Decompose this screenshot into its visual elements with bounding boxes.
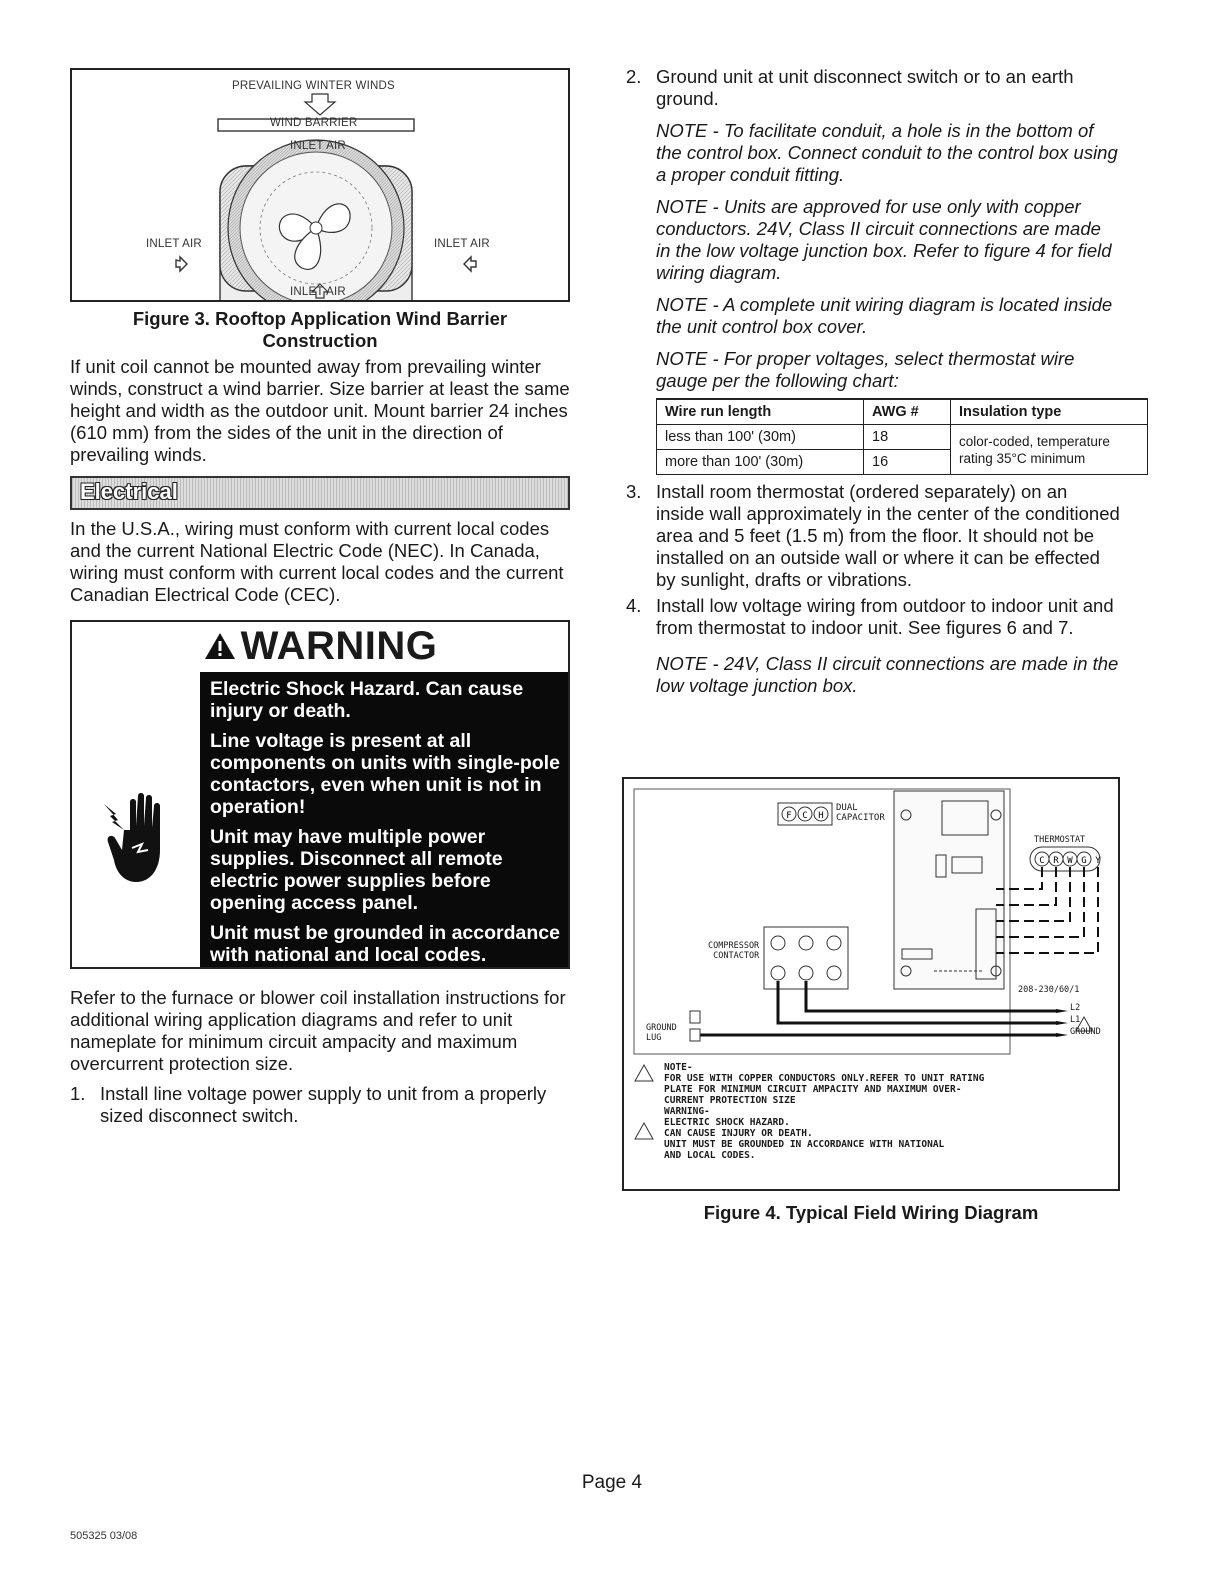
step-3-text: Install room thermostat (ordered separately) on an inside wall approximately in the center of the conditioned area and 5 feet (1.5 m) from the floor. It should not be installed on an outside wall or where it can be effected by sunlight, drafts or vibrations. xyxy=(656,481,1120,590)
ground-lug-label-1: GROUND xyxy=(646,1023,677,1033)
warning-line-3: Unit may have multiple power supplies. Disconnect all remote electric power supplies before opening access panel. xyxy=(210,826,503,914)
thermostat-terminal-label: R xyxy=(1053,856,1059,866)
voltage-label: 208-230/60/1 xyxy=(1018,985,1080,995)
capacitor-terminal-label: F xyxy=(786,811,792,821)
warning-box xyxy=(70,620,570,969)
fig4-warning-line4: AND LOCAL CODES. xyxy=(664,1150,756,1161)
note-wire-gauge: NOTE - For proper voltages, select thermostat wire gauge per the following chart: xyxy=(656,348,1075,391)
left-column xyxy=(70,68,570,1127)
prevailing-winds-label: PREVAILING WINTER WINDS xyxy=(232,80,395,92)
table-header: Insulation type xyxy=(951,399,1148,425)
figure-4-notes xyxy=(664,1062,984,1161)
wire-gauge-table xyxy=(656,398,1148,475)
electrical-heading-text: Electrical xyxy=(80,479,178,504)
capacitor-terminal-label: C xyxy=(802,811,808,821)
inlet-air-top-label: INLET AIR xyxy=(290,140,346,152)
warning-line-2: Line voltage is present at all components on units with single-pole contactors, even when unit is not in operation! xyxy=(210,730,560,818)
warning-title-text: WARNING xyxy=(240,624,438,668)
dual-capacitor-label-2: CAPACITOR xyxy=(836,813,885,823)
l1-label: L1 xyxy=(1070,1015,1081,1025)
insulation-line2: rating 35°C minimum xyxy=(959,450,1086,466)
note-conduit: NOTE - To facilitate conduit, a hole is in the bottom of the control box. Connect conduit to the control box using a proper conduit fitting. xyxy=(656,120,1118,185)
step-2-number: 2. xyxy=(626,66,642,87)
fig4-note-head: NOTE- xyxy=(664,1062,693,1073)
figure-4-wiring-diagram xyxy=(622,777,1120,1191)
step-2-text: Ground unit at unit disconnect switch or to an earth ground. xyxy=(656,66,1074,109)
table-cell: 18 xyxy=(864,425,951,450)
fig4-note-line2: PLATE FOR MINIMUM CIRCUIT AMPACITY AND MAXIMUM OVER- xyxy=(664,1084,962,1095)
table-cell: less than 100' (30m) xyxy=(657,425,864,450)
step-1 xyxy=(70,1083,570,1127)
electrical-section-heading xyxy=(70,476,570,510)
insulation-line1: color-coded, temperature xyxy=(959,433,1110,449)
inlet-air-bottom-label: INLET AIR xyxy=(290,286,346,298)
inlet-air-left-label: INLET AIR xyxy=(146,238,202,250)
fig4-warning-line3: UNIT MUST BE GROUNDED IN ACCORDANCE WITH NATIONAL xyxy=(664,1139,945,1150)
table-header-row xyxy=(657,399,1148,425)
figure-4-caption: Figure 4. Typical Field Wiring Diagram xyxy=(703,1202,1039,1223)
table-header: AWG # xyxy=(864,399,951,425)
dual-capacitor-label xyxy=(836,803,885,823)
fig4-note-line3: CURRENT PROTECTION SIZE xyxy=(664,1095,796,1106)
l2-label: L2 xyxy=(1070,1003,1081,1013)
step-3 xyxy=(626,481,1120,591)
warning-title xyxy=(72,624,568,669)
fig4-warning-head: WARNING- xyxy=(664,1106,710,1117)
step-4-text: Install low voltage wiring from outdoor to indoor unit and from thermostat to indoor unit. See figures 6 and 7. xyxy=(656,595,1114,638)
figure-3-diagram xyxy=(70,68,570,302)
right-column xyxy=(626,66,1120,697)
figure-3-caption-line2: Construction xyxy=(262,330,378,351)
step-1-number: 1. xyxy=(70,1083,86,1104)
warning-triangle-icon xyxy=(203,631,237,661)
note-class-ii: NOTE - 24V, Class II circuit connections are made in the low voltage junction box. xyxy=(656,653,1119,696)
note-copper: NOTE - Units are approved for use only with copper conductors. 24V, Class II circuit connections are made in the low voltage junction box. Refer to figure 4 for field wiring diagram. xyxy=(656,196,1112,283)
table-cell: more than 100' (30m) xyxy=(657,450,864,475)
document-code: 505325 03/08 xyxy=(70,1530,138,1542)
thermostat-terminal-label: C xyxy=(1039,856,1045,866)
electric-shock-hand-icon xyxy=(102,790,182,886)
electrical-intro-paragraph: In the U.S.A., wiring must conform with current local codes and the current National Electric Code (NEC). In Canada, wiring must conform with current local codes and the current Canadian Electrical Code (CEC). xyxy=(70,518,564,605)
warning-line-1: Electric Shock Hazard. Can cause injury or death. xyxy=(210,678,524,722)
fig4-note-line1: FOR USE WITH COPPER CONDUCTORS ONLY.REFER TO UNIT RATING xyxy=(664,1073,985,1084)
fig4-warning-line1: ELECTRIC SHOCK HAZARD. xyxy=(664,1117,790,1128)
compressor-contactor-label xyxy=(708,941,759,961)
step-1-text: Install line voltage power supply to unit from a properly sized disconnect switch. xyxy=(100,1083,547,1126)
insulation-cell xyxy=(951,425,1148,475)
figure-3-caption xyxy=(70,308,570,352)
dual-capacitor-label-1: DUAL xyxy=(836,803,858,813)
page-number: Page 4 xyxy=(581,1472,643,1493)
note-wiring-diagram: NOTE - A complete unit wiring diagram is located inside the unit control box cover. xyxy=(656,294,1113,337)
ground-lug-label-2: LUG xyxy=(646,1033,662,1043)
capacitor-terminal-label: H xyxy=(818,811,824,821)
inlet-air-right-label: INLET AIR xyxy=(434,238,490,250)
warning-message-panel xyxy=(200,672,568,967)
ground-label: GROUND xyxy=(1070,1027,1101,1037)
wind-barrier-illustration xyxy=(72,70,568,300)
figure-3-caption-line1: Figure 3. Rooftop Application Wind Barrier xyxy=(132,308,508,329)
refer-paragraph: Refer to the furnace or blower coil installation instructions for additional wiring application diagrams and refer to unit nameplate for minimum circuit ampacity and maximum overcurrent protection size. xyxy=(70,987,566,1074)
compressor-label-1: COMPRESSOR xyxy=(708,941,760,951)
warning-line-4: Unit must be grounded in accordance with national and local codes. xyxy=(210,922,560,966)
ground-lug-label xyxy=(646,1023,677,1043)
table-row xyxy=(657,425,1148,450)
wind-barrier-label: WIND BARRIER xyxy=(270,117,358,129)
fig4-warning-line2: CAN CAUSE INJURY OR DEATH. xyxy=(664,1128,813,1139)
table-header: Wire run length xyxy=(657,399,864,425)
step-2 xyxy=(626,66,1120,110)
thermostat-terminal-label: W xyxy=(1067,856,1073,866)
thermostat-terminal-label: Y xyxy=(1095,856,1101,866)
step-4 xyxy=(626,595,1120,639)
thermostat-terminal-label: G xyxy=(1081,856,1087,866)
compressor-label-2: CONTACTOR xyxy=(713,951,760,961)
step-4-number: 4. xyxy=(626,595,642,616)
thermostat-label: THERMOSTAT xyxy=(1034,835,1086,845)
table-cell: 16 xyxy=(864,450,951,475)
step-3-number: 3. xyxy=(626,481,642,502)
wind-barrier-paragraph: If unit coil cannot be mounted away from prevailing winter winds, construct a wind barrier. Size barrier at least the same height and width as the outdoor unit. Mount barrier 24 inches (610 mm) from the sides of the unit in the direction of prevailing winds. xyxy=(70,356,570,465)
